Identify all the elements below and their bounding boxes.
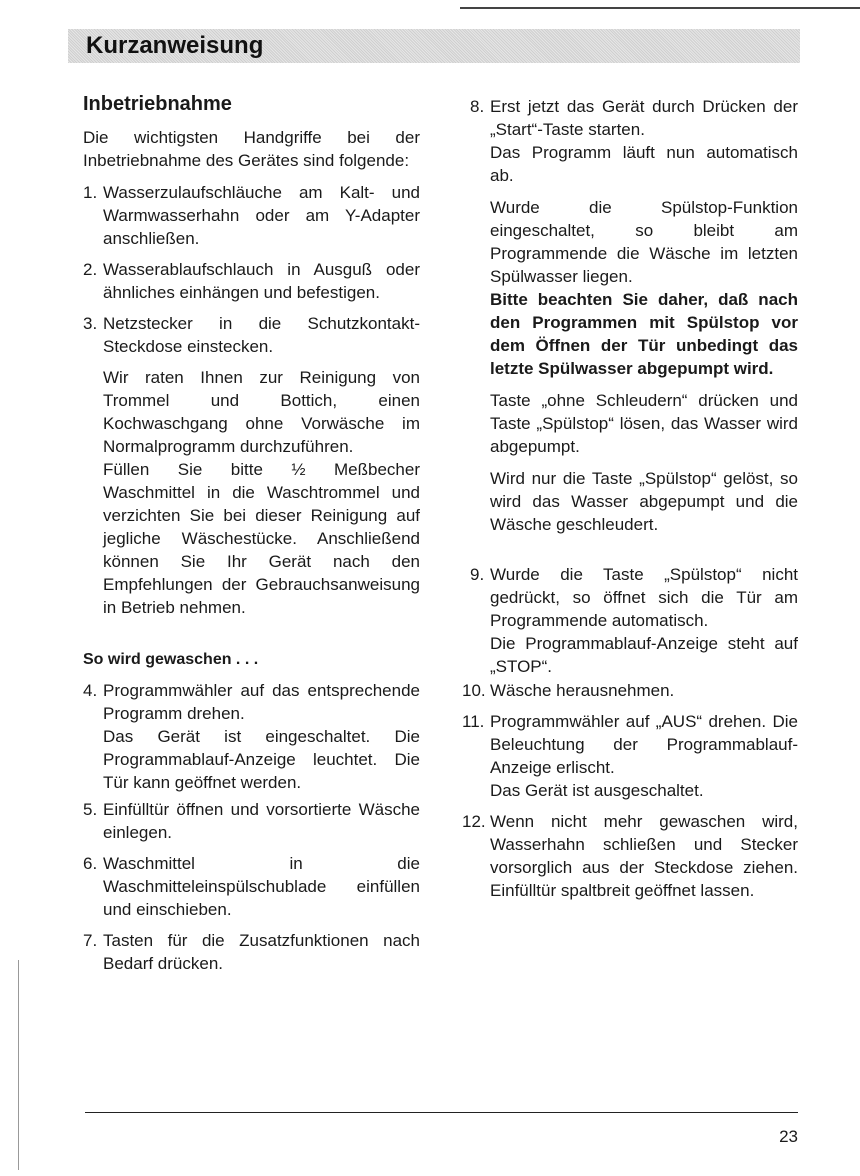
step-number: 2. [83,260,98,279]
warning-note: Bitte beachten Sie daher, daß nach den Programmen mit Spülstop vor dem Öffnen der Tür unbedingt das letzte Spülwasser abgepumpt wird. [490,290,798,378]
page-number: 23 [779,1127,798,1146]
step-text: Tasten für die Zusatzfunktionen nach Bedarf drücken. [103,931,420,973]
step-number: 6. [83,854,98,873]
step-number: 3. [83,314,98,333]
section-banner [68,29,800,63]
step-text: Wäsche herausnehmen. [490,681,675,700]
step-note: Die Programmablauf-Anzeige steht auf „STOP“. [490,634,798,676]
step-number: 11. [462,712,485,731]
step-number: 12. [462,812,486,831]
step-12 [462,810,798,902]
step-note: Taste „ohne Schleudern“ drücken und Taste „Spülstop“ lösen, das Wasser wird abgepumpt. [490,391,798,456]
step-number: 9. [470,565,485,584]
step-number: 8. [470,97,485,116]
step-text: Wurde die Taste „Spülstop“ nicht gedrückt, so öffnet sich die Tür am Programmende automatisch. [490,565,798,630]
section-title: Kurzanweisung [86,32,264,59]
heading-inbetriebnahme: Inbetriebnahme [83,93,232,115]
step-1 [83,181,420,250]
step-text: Waschmittel in die Waschmitteleinspülschublade einfüllen und einschieben. [103,854,420,919]
detergent-advice: Füllen Sie bitte ½ Meßbecher Waschmittel in die Waschtrommel und verzichten Sie bei dieser Reinigung auf jegliche Wäschestücke. Anschließend können Sie Ihr Gerät nach den Empfehlungen der Gebrauchsanweisung in Betrieb nehmen. [103,460,420,617]
step-text: Wasserzulaufschläuche am Kalt- und Warmwasserhahn oder am Y-Adapter anschließen. [103,183,420,248]
step-text: Erst jetzt das Gerät durch Drücken der „Start“-Taste starten. [490,97,798,139]
step-7 [83,929,420,975]
step-8 [470,95,798,536]
step-note: Wurde die Spülstop-Funktion eingeschaltet, so bleibt am Programmende die Wäsche im letzten Spülwasser liegen. [490,198,798,286]
step-9 [470,563,798,678]
step-note: Das Gerät ist ausgeschaltet. [490,781,704,800]
step-4 [83,679,420,794]
step-6 [83,852,420,921]
step-text: Wasserablaufschlauch in Ausguß oder ähnliches einhängen und befestigen. [103,260,420,302]
cleaning-advice: Wir raten Ihnen zur Reinigung von Trommel und Bottich, einen Kochwaschgang ohne Vorwäsche im Normalprogramm durchzuführen. [103,368,420,456]
step-10 [462,679,798,702]
step-number: 7. [83,931,98,950]
step-number: 5. [83,800,98,819]
step-note: Wird nur die Taste „Spülstop“ gelöst, so wird das Wasser abgepumpt und die Wäsche geschleudert. [490,469,798,534]
step-3 [83,312,420,358]
top-rule [460,7,860,9]
step-number: 4. [83,681,98,700]
step-text: Einfülltür öffnen und vorsortierte Wäsche einlegen. [103,800,420,842]
step-text: Programmwähler auf das entsprechende Programm drehen. [103,681,420,723]
scan-edge-line [18,960,19,1170]
intro-text: Die wichtigsten Handgriffe bei der Inbetriebnahme des Gerätes sind folgende: [83,128,420,170]
step-text: Wenn nicht mehr gewaschen wird, Wasserhahn schließen und Stecker vorsorglich aus der Steckdose ziehen. Einfülltür spaltbreit geöffnet lassen. [490,812,798,900]
step-note: Das Gerät ist eingeschaltet. Die Programmablauf-Anzeige leuchtet. Die Tür kann geöffnet werden. [103,727,420,792]
step-text: Programmwähler auf „AUS“ drehen. Die Beleuchtung der Programmablauf-Anzeige erlischt. [490,712,798,777]
step-11 [462,710,798,802]
footer-rule [85,1112,798,1113]
step-number: 10. [462,681,486,700]
step-number: 1. [83,183,98,202]
step-note: Das Programm läuft nun automatisch ab. [490,143,798,185]
step-5 [83,798,420,844]
step-2 [83,258,420,304]
step-text: Netzstecker in die Schutzkontakt-Steckdose einstecken. [103,314,420,356]
subheading-washing: So wird gewaschen . . . [83,651,259,668]
